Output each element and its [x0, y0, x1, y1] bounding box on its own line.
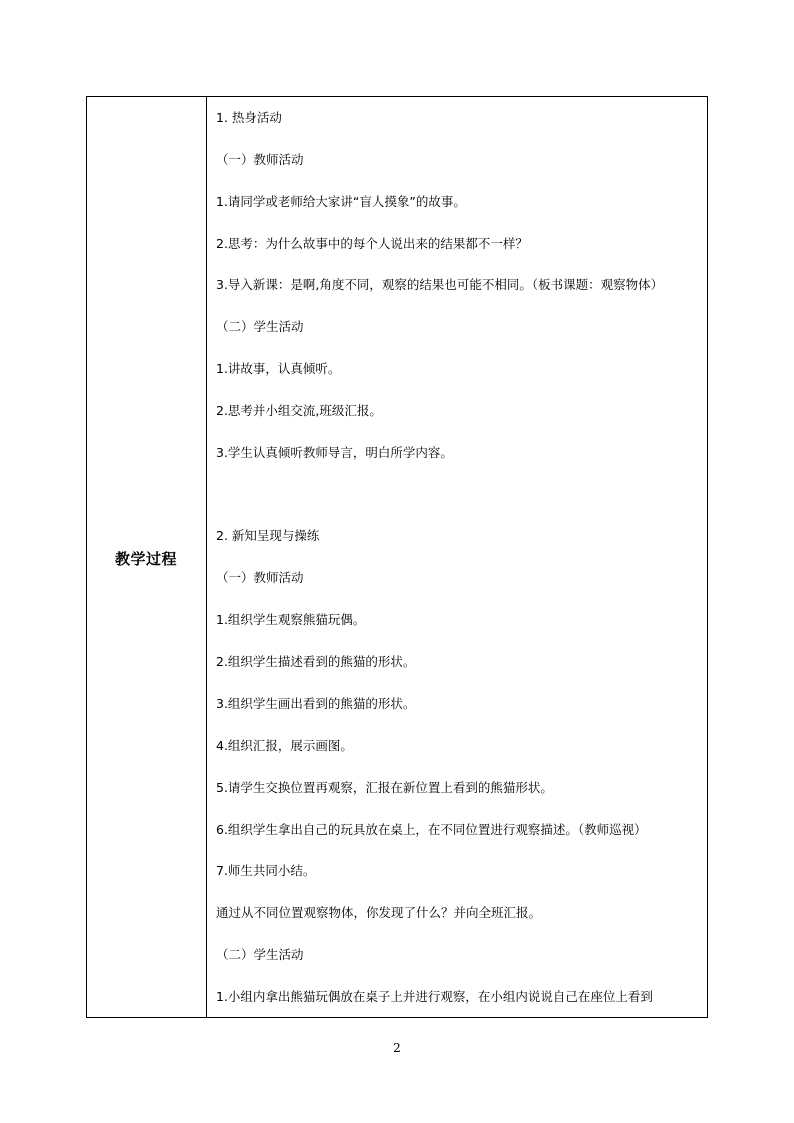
- content-line: 2. 新知呈现与操练: [216, 528, 320, 543]
- content-line: 5.请学生交换位置再观察，汇报在新位置上看到的熊猫形状。: [216, 780, 553, 795]
- content-line: 1.小组内拿出熊猫玩偶放在桌子上并进行观察，在小组内说说自己在座位上看到: [216, 989, 653, 1004]
- content-line: 1. 热身活动: [216, 110, 282, 125]
- section-label: 教学过程: [114, 550, 177, 568]
- content-line: 3.组织学生画出看到的熊猫的形状。: [216, 696, 416, 711]
- content-line: 2.思考：为什么故事中的每个人说出来的结果都不一样？: [216, 236, 528, 251]
- content-line: 1.请同学或老师给大家讲“盲人摸象”的故事。: [216, 194, 466, 209]
- page-number: 2: [393, 1041, 401, 1055]
- content-line: 3.学生认真倾听教师导言，明白所学内容。: [216, 445, 453, 460]
- content-cell: [207, 96, 708, 1018]
- content-line: 7.师生共同小结。: [216, 863, 316, 878]
- content-line: （一）教师活动: [216, 570, 304, 585]
- content-line: 通过从不同位置观察物体，你发现了什么？并向全班汇报。: [216, 905, 542, 920]
- content-line: 6.组织学生拿出自己的玩具放在桌上，在不同位置进行观察描述。（教师巡视）: [216, 822, 647, 837]
- content-line: 4.组织汇报，展示画图。: [216, 738, 353, 753]
- content-line: 3.导入新课：是啊,角度不同，观察的结果也可能不相同。（板书课题：观察物体）: [216, 277, 664, 292]
- content-line: 1.讲故事，认真倾听。: [216, 361, 341, 376]
- content-line: 1.组织学生观察熊猫玩偶。: [216, 612, 366, 627]
- content-line: 2.组织学生描述看到的熊猫的形状。: [216, 654, 416, 669]
- label-cell: [86, 96, 206, 1018]
- content-line: （二）学生活动: [216, 319, 304, 334]
- content-line: （二）学生活动: [216, 947, 304, 962]
- content-line: （一）教师活动: [216, 152, 304, 167]
- content-line: 2.思考并小组交流,班级汇报。: [216, 403, 382, 418]
